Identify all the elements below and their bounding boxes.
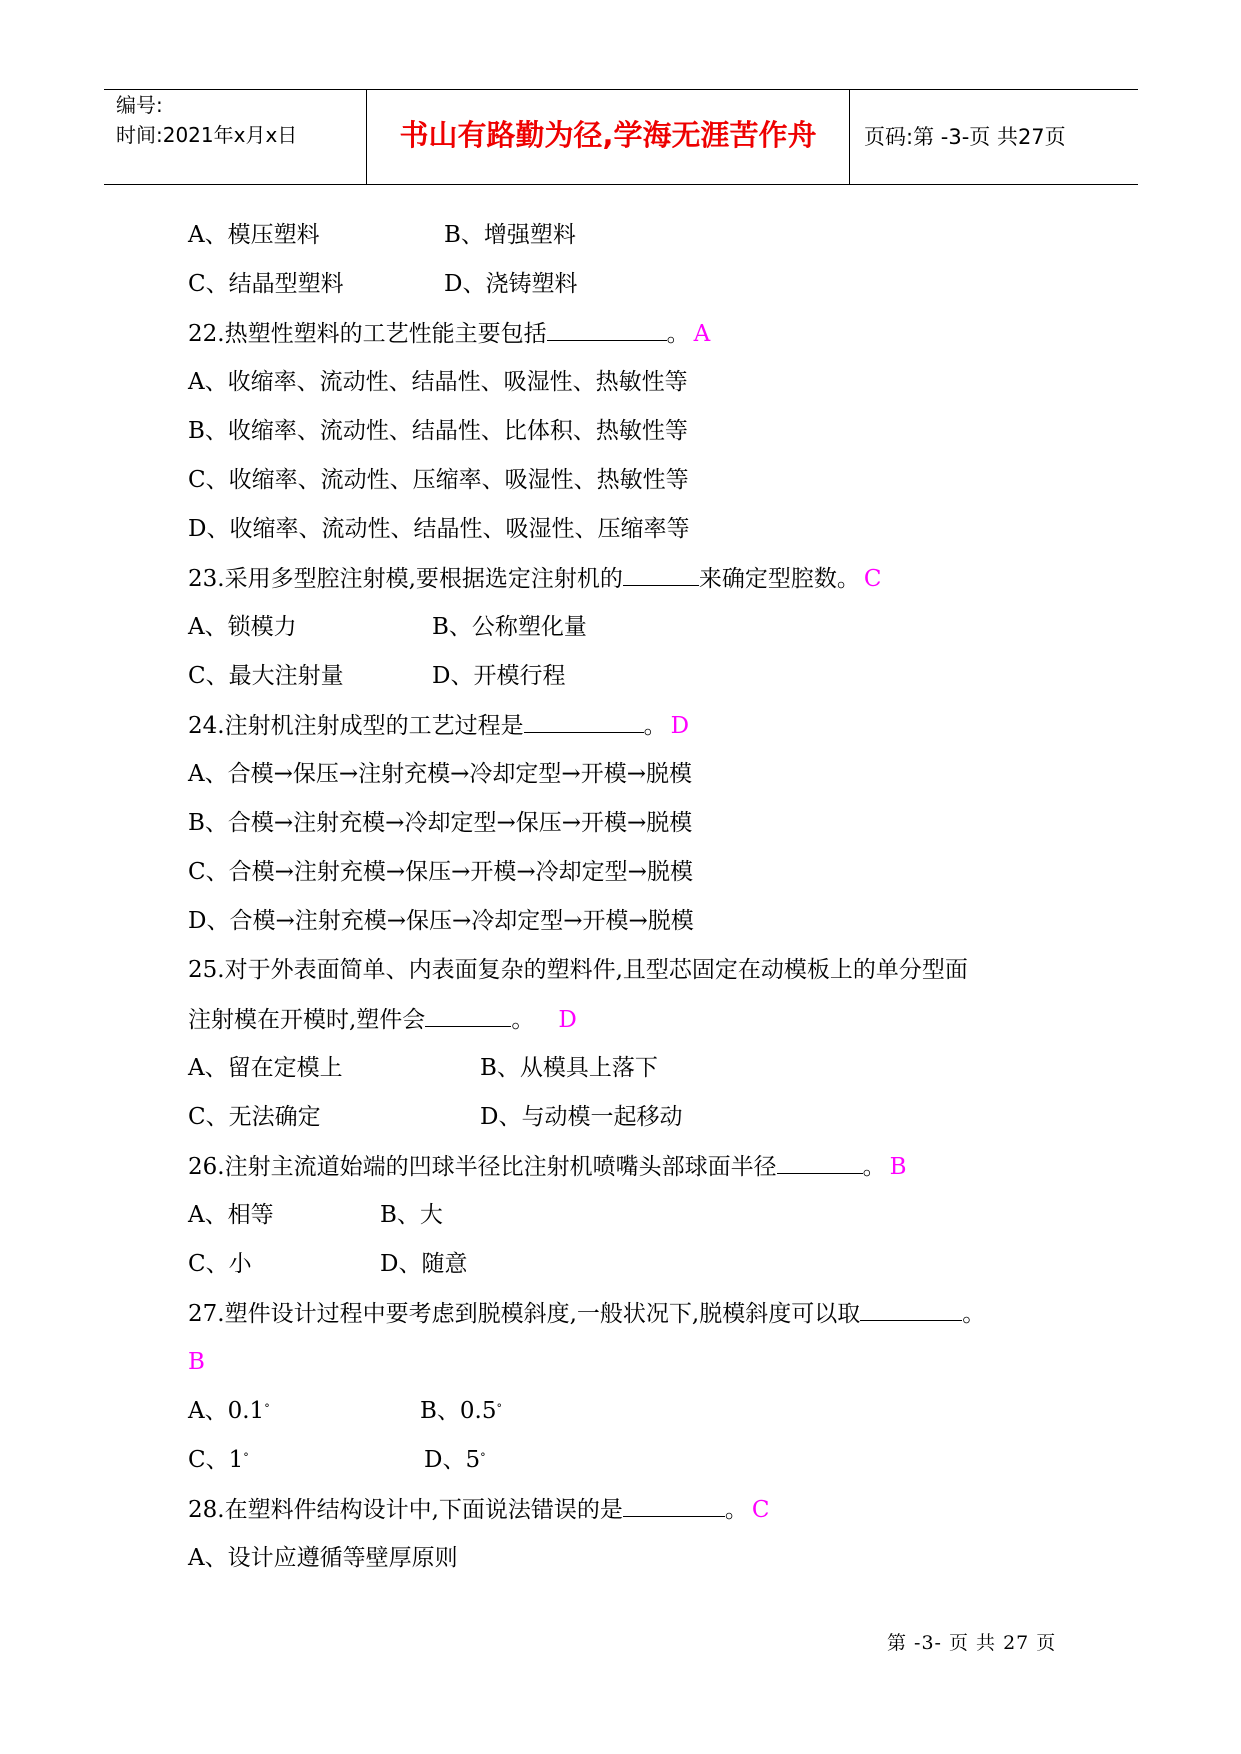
answer-blank <box>860 1298 962 1321</box>
q23-options-ab <box>188 612 587 642</box>
q26-option-a: A、相等 <box>188 1202 274 1228</box>
q27-options-ab <box>188 1396 502 1426</box>
q22-option-d: D、收缩率、流动性、结晶性、吸湿性、压缩率等 <box>188 516 690 542</box>
q21-option-c: C、结晶型塑料 <box>188 271 344 297</box>
q23-stem <box>188 563 882 594</box>
q24-option-d: D、合模→注射充模→保压→冷却定型→开模→脱模 <box>188 908 694 934</box>
q26-end: 。 <box>862 1154 886 1180</box>
q23-text: 23.采用多型腔注射模,要根据选定注射机的 <box>188 566 623 592</box>
q25-stem-line2 <box>188 1004 577 1035</box>
q28-answer: C <box>751 1497 770 1523</box>
q27-stem <box>188 1298 985 1329</box>
q23-options-cd <box>188 661 566 691</box>
q24-text: 24.注射机注射成型的工艺过程是 <box>188 713 524 739</box>
degree-symbol: ° <box>243 1451 249 1464</box>
time-label: 时间:2021年x月x日 <box>116 123 298 147</box>
q26-text: 26.注射主流道始端的凹球半径比注射机喷嘴头部球面半径 <box>188 1154 777 1180</box>
q26-stem <box>188 1151 906 1182</box>
q26-answer: B <box>889 1154 907 1180</box>
q28-text: 28.在塑料件结构设计中,下面说法错误的是 <box>188 1497 623 1523</box>
q24-option-a: A、合模→保压→注射充模→冷却定型→开模→脱模 <box>188 761 692 787</box>
q27-answer: B <box>188 1349 205 1375</box>
q21-option-d: D、浇铸塑料 <box>444 271 578 297</box>
q27-text: 27.塑件设计过程中要考虑到脱模斜度,一般状况下,脱模斜度可以取 <box>188 1301 861 1327</box>
q27-option-b-text: B、0.5 <box>420 1398 497 1424</box>
q26-options-cd <box>188 1249 468 1279</box>
q25-options-ab <box>188 1053 658 1083</box>
q27-option-d-text: D、5 <box>424 1447 481 1473</box>
q21-options-cd <box>188 269 578 299</box>
answer-blank <box>547 318 667 341</box>
page-footer: 第 -3- 页 共 27 页 <box>887 1632 1057 1654</box>
serial-label: 编号: <box>116 93 163 117</box>
answer-blank <box>623 563 699 586</box>
q22-stem <box>188 318 710 349</box>
q22-text: 22.热塑性塑料的工艺性能主要包括 <box>188 321 547 347</box>
q25-options-cd <box>188 1102 683 1132</box>
q24-end: 。 <box>643 713 667 739</box>
q24-stem <box>188 710 689 741</box>
header-page-cell <box>850 90 1138 184</box>
q24-answer: D <box>670 713 690 739</box>
q25-text: 注射模在开模时,塑件会 <box>188 1007 426 1033</box>
q27-option-a-text: A、0.1 <box>188 1398 265 1424</box>
q25-option-c: C、无法确定 <box>188 1104 321 1130</box>
q22-option-b: B、收缩率、流动性、结晶性、比体积、热敏性等 <box>188 418 688 444</box>
q23-option-b: B、公称塑化量 <box>432 614 587 640</box>
header-page-number: 页码:第 -3-页 共27页 <box>864 125 1066 149</box>
q22-option-a: A、收缩率、流动性、结晶性、吸湿性、热敏性等 <box>188 369 688 395</box>
answer-blank <box>524 710 644 733</box>
answer-blank <box>425 1004 511 1027</box>
q25-option-b: B、从模具上落下 <box>480 1055 658 1081</box>
q21-option-a: A、模压塑料 <box>188 222 320 248</box>
answer-blank <box>777 1151 863 1174</box>
q27-end: 。 <box>962 1301 986 1327</box>
q26-option-b: B、大 <box>380 1202 443 1228</box>
q27-option-c <box>188 1447 249 1473</box>
q26-options-ab <box>188 1200 443 1230</box>
q23-answer: C <box>863 566 882 592</box>
header-meta-cell <box>104 90 366 184</box>
q25-option-a: A、留在定模上 <box>188 1055 343 1081</box>
q23-option-a: A、锁模力 <box>188 614 297 640</box>
q25-end: 。 <box>511 1007 535 1033</box>
q23-option-c: C、最大注射量 <box>188 663 344 689</box>
q27-option-b <box>420 1396 502 1426</box>
q22-answer: A <box>693 321 711 347</box>
q28-end: 。 <box>724 1497 748 1523</box>
q27-option-d <box>424 1445 486 1475</box>
q23-option-d: D、开模行程 <box>432 663 566 689</box>
q25-stem-line1: 25.对于外表面简单、内表面复杂的塑料件,且型芯固定在动模板上的单分型面 <box>188 957 968 983</box>
q28-option-a: A、设计应遵循等壁厚原则 <box>188 1545 458 1571</box>
q24-option-c: C、合模→注射充模→保压→开模→冷却定型→脱模 <box>188 859 693 885</box>
degree-symbol: ° <box>264 1402 270 1415</box>
motto: 书山有路勤为径,学海无涯苦作舟 <box>399 118 817 152</box>
degree-symbol: ° <box>496 1402 502 1415</box>
q26-option-c: C、小 <box>188 1251 252 1277</box>
q24-option-b: B、合模→注射充模→冷却定型→保压→开模→脱模 <box>188 810 693 836</box>
header-motto-cell <box>366 90 850 184</box>
q22-end: 。 <box>666 321 690 347</box>
q22-option-c: C、收缩率、流动性、压缩率、吸湿性、热敏性等 <box>188 467 689 493</box>
q21-options-ab <box>188 220 576 250</box>
q28-stem <box>188 1494 770 1525</box>
q27-options-cd <box>188 1445 486 1475</box>
answer-blank <box>623 1494 725 1517</box>
q25-answer: D <box>558 1007 577 1033</box>
q23-end: 来确定型腔数。 <box>698 566 860 592</box>
q25-option-d: D、与动模一起移动 <box>480 1104 683 1130</box>
q27-option-c-text: C、1 <box>188 1447 244 1473</box>
page-header <box>104 89 1138 185</box>
q27-option-a <box>188 1398 270 1424</box>
q26-option-d: D、随意 <box>380 1251 468 1277</box>
q21-option-b: B、增强塑料 <box>444 222 576 248</box>
degree-symbol: ° <box>480 1451 486 1464</box>
